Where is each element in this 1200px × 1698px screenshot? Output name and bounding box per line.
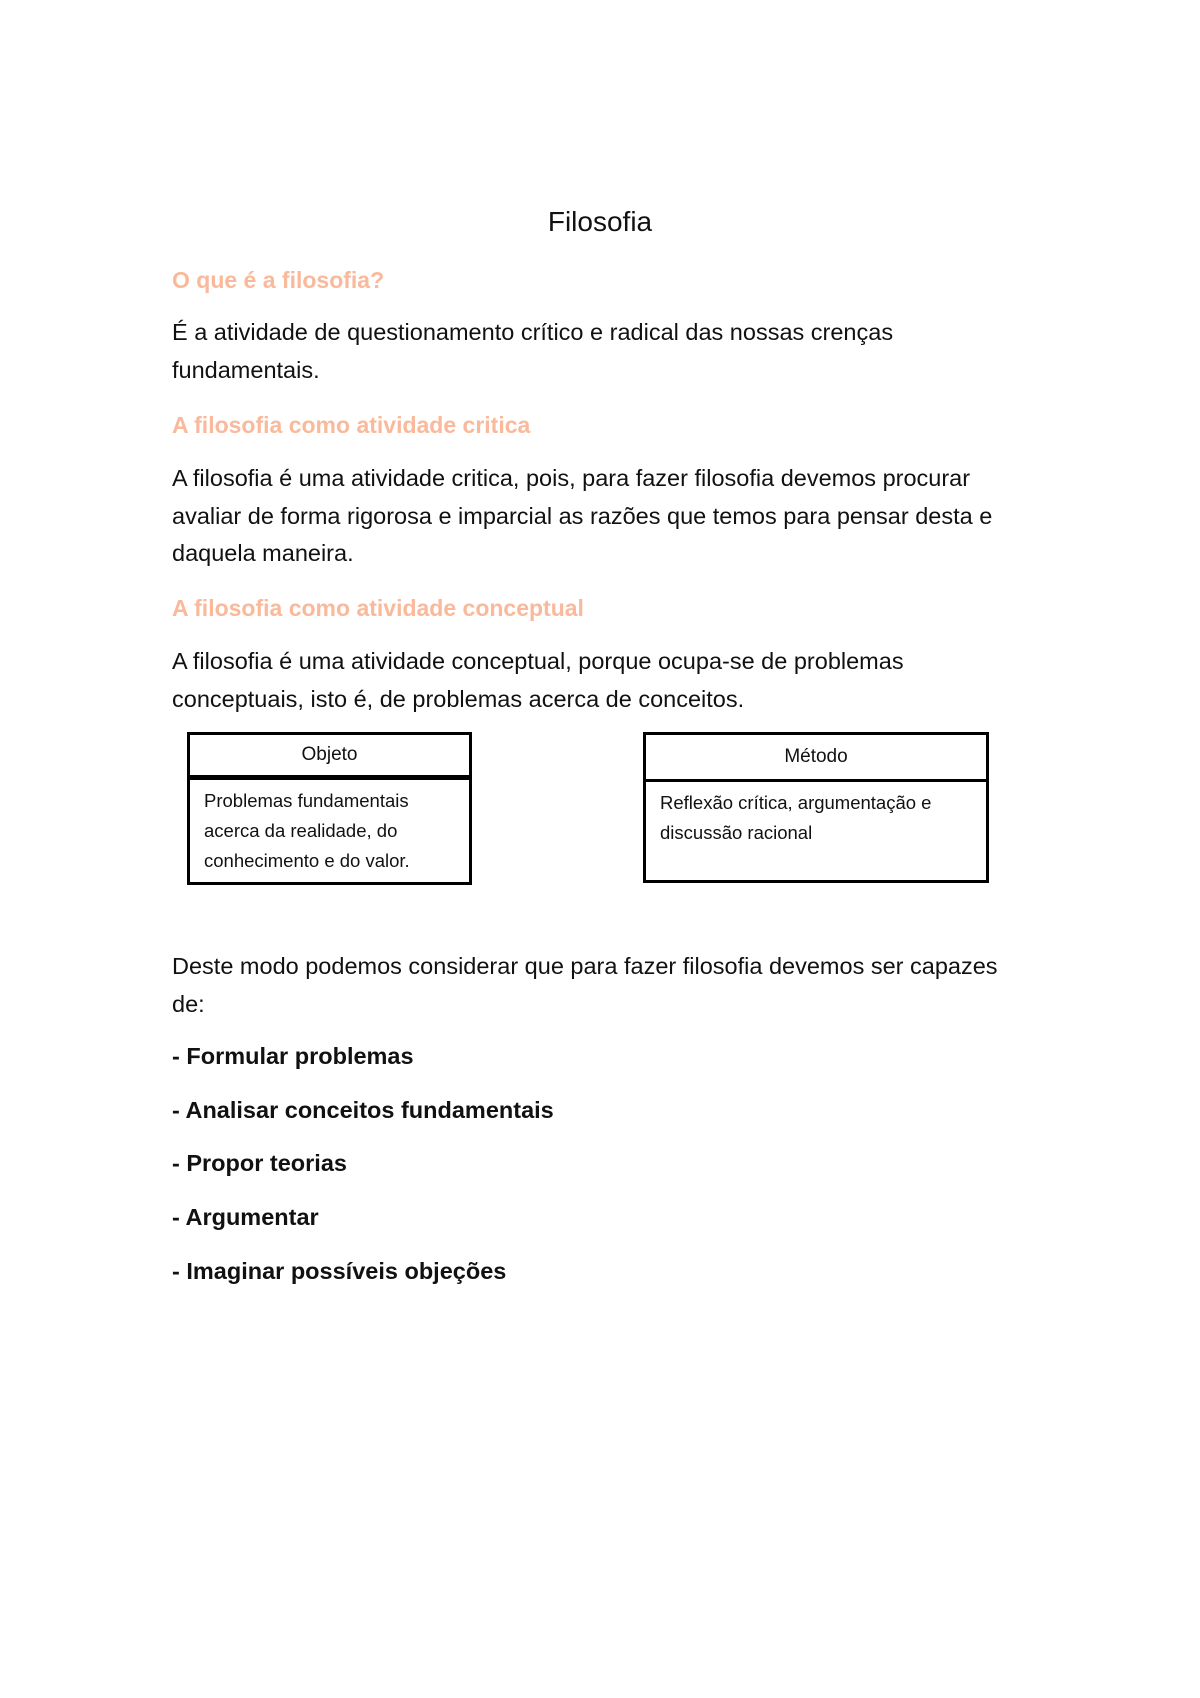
object-box-body: Problemas fundamentais acerca da realidade, do conhecimento e do valor. — [204, 790, 410, 871]
conclusion-text: Deste modo podemos considerar que para fazer filosofia devemos ser capazes de: — [172, 953, 998, 1017]
method-box — [643, 732, 989, 883]
list-item: - Formular problemas — [172, 1043, 414, 1069]
object-box-header: Objeto — [190, 735, 469, 780]
section-text-critical-activity: A filosofia é uma atividade critica, pois, para fazer filosofia devemos procurar avaliar de forma rigorosa e imparcial as razões que temos para pensar desta e daquela maneira. — [172, 465, 993, 566]
method-box-body: Reflexão crítica, argumentação e discussão racional — [660, 792, 932, 843]
section-text-conceptual-activity: A filosofia é uma atividade conceptual, porque ocupa-se de problemas conceptuais, isto é, de problemas acerca de conceitos. — [172, 648, 904, 712]
document-title: Filosofia — [547, 206, 653, 237]
section-heading-what-is-philosophy: O que é a filosofia? — [172, 267, 385, 293]
section-heading-conceptual-activity: A filosofia como atividade conceptual — [172, 595, 584, 621]
list-item: - Analisar conceitos fundamentais — [172, 1097, 554, 1123]
object-box — [187, 732, 472, 885]
section-text-what-is-philosophy: É a atividade de questionamento crítico e radical das nossas crenças fundamentais. — [172, 319, 894, 383]
list-item: - Propor teorias — [172, 1150, 347, 1176]
section-heading-critical-activity: A filosofia como atividade critica — [172, 412, 531, 438]
method-box-header: Método — [646, 735, 986, 782]
list-item: - Imaginar possíveis objeções — [172, 1258, 507, 1284]
list-item: - Argumentar — [172, 1204, 319, 1230]
